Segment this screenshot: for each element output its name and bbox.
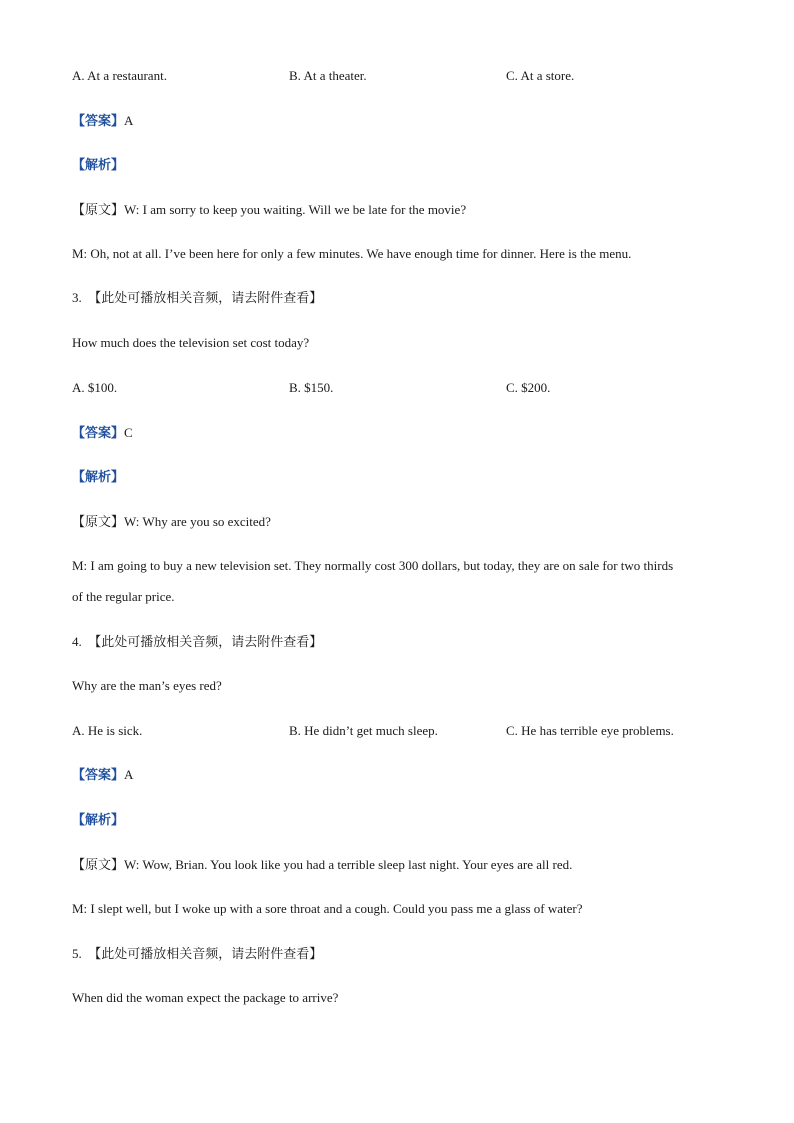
- audio-note: 【此处可播放相关音频，请去附件查看】: [88, 291, 323, 306]
- q2-options: [72, 68, 574, 84]
- transcript-line: W: Why are you so excited?: [124, 514, 271, 529]
- q5-heading: [72, 946, 322, 963]
- answer-value: A: [124, 113, 134, 128]
- q3-transcript-m-1: M: I am going to buy a new television set. They normally cost 300 dollars, but today, they are on sale for two thirds: [72, 558, 674, 573]
- question-number: 5.: [72, 946, 82, 961]
- audio-note: 【此处可播放相关音频，请去附件查看】: [88, 947, 323, 962]
- q2-option-a: A. At a restaurant.: [72, 68, 167, 83]
- q2-option-b: B. At a theater.: [289, 68, 367, 83]
- q3-transcript-w: [72, 514, 271, 531]
- question-number: 3.: [72, 290, 82, 305]
- q2-option-c: C. At a store.: [506, 68, 575, 83]
- answer-tag: 【答案】: [72, 768, 125, 783]
- q4-transcript-m: M: I slept well, but I woke up with a sore throat and a cough. Could you pass me a glass of water?: [72, 901, 583, 916]
- transcript-line: W: I am sorry to keep you waiting. Will we be late for the movie?: [124, 202, 467, 217]
- q4-option-b: B. He didn’t get much sleep.: [289, 723, 438, 738]
- question-number: 4.: [72, 634, 82, 649]
- answer-tag: 【答案】: [72, 114, 125, 129]
- q4-heading: [72, 634, 322, 651]
- q2-answer: [72, 113, 133, 130]
- original-tag: 【原文】: [72, 858, 125, 873]
- analysis-tag: 【解析】: [72, 470, 125, 485]
- q3-option-c: C. $200.: [506, 380, 551, 395]
- original-tag: 【原文】: [72, 203, 125, 218]
- answer-value: A: [124, 767, 134, 782]
- q3-option-a: A. $100.: [72, 380, 118, 395]
- q4-option-a: A. He is sick.: [72, 723, 143, 738]
- q3-option-b: B. $150.: [289, 380, 334, 395]
- q4-answer: [72, 767, 133, 784]
- q4-analysis: [72, 812, 124, 829]
- answer-tag: 【答案】: [72, 426, 125, 441]
- q2-transcript-m: M: Oh, not at all. I’ve been here for only a few minutes. We have enough time for dinner. Here is the menu.: [72, 246, 632, 261]
- q2-analysis: [72, 157, 124, 174]
- q4-question: Why are the man’s eyes red?: [72, 678, 222, 693]
- q2-transcript-w: [72, 202, 466, 219]
- q4-options: [72, 723, 674, 739]
- q3-options: [72, 380, 550, 396]
- q3-analysis: [72, 469, 124, 486]
- transcript-line: W: Wow, Brian. You look like you had a terrible sleep last night. Your eyes are all red.: [124, 857, 573, 872]
- audio-note: 【此处可播放相关音频，请去附件查看】: [88, 635, 323, 650]
- original-tag: 【原文】: [72, 515, 125, 530]
- q5-question: When did the woman expect the package to arrive?: [72, 990, 339, 1005]
- answer-value: C: [124, 425, 133, 440]
- analysis-tag: 【解析】: [72, 813, 125, 828]
- analysis-tag: 【解析】: [72, 158, 125, 173]
- q3-transcript-m-2: of the regular price.: [72, 589, 175, 604]
- q3-heading: [72, 290, 322, 307]
- q4-option-c: C. He has terrible eye problems.: [506, 723, 674, 738]
- q4-transcript-w: [72, 857, 572, 874]
- q3-answer: [72, 425, 133, 442]
- q3-question: How much does the television set cost today?: [72, 335, 310, 350]
